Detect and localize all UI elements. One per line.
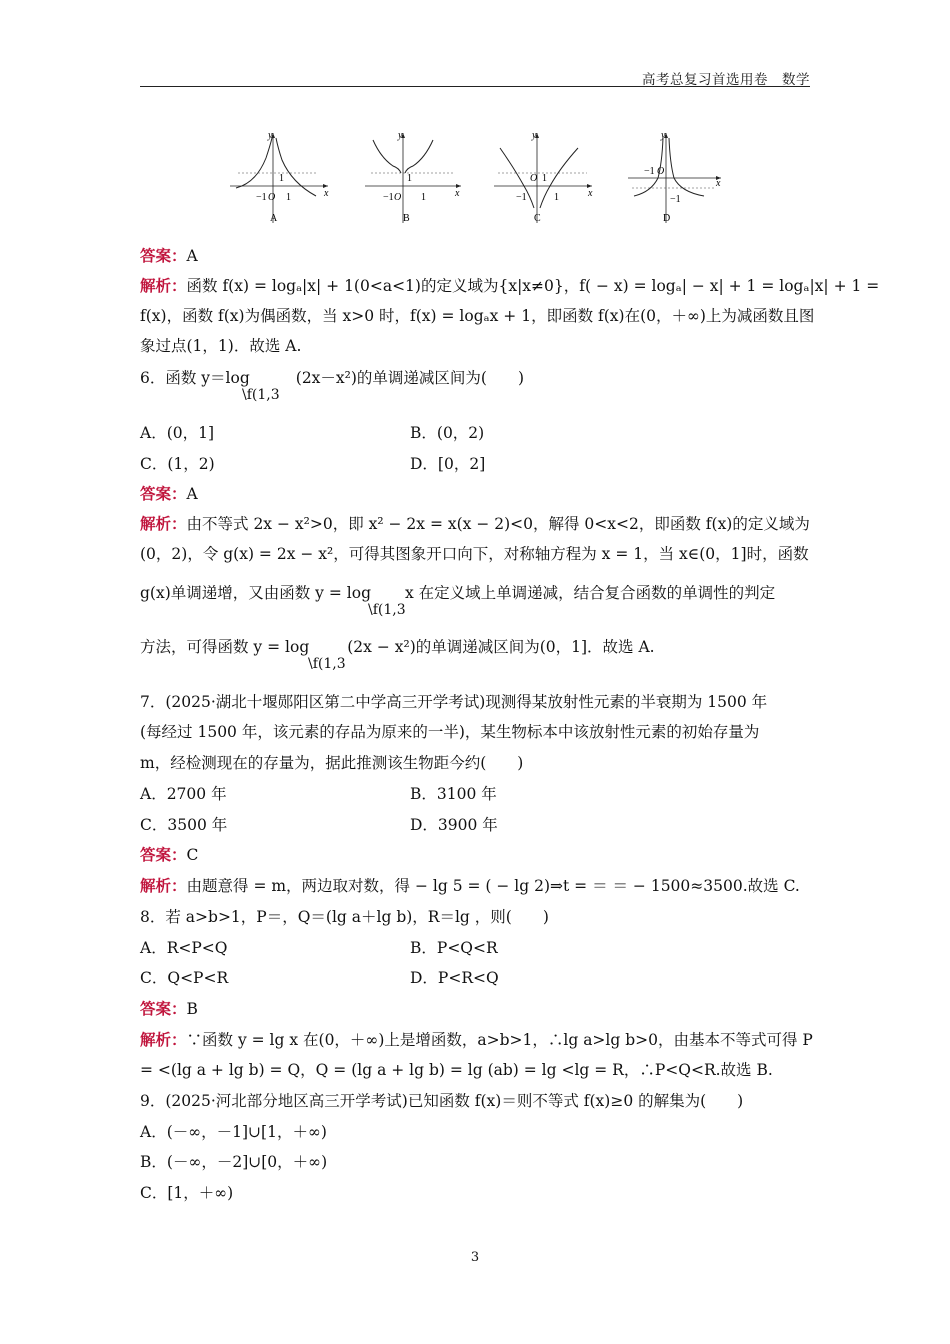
q6-answer: 答案：A <box>140 484 198 503</box>
q9-option-a: A．(－∞，－1]∪[1，＋∞) <box>140 1123 327 1141</box>
svg-text:O: O <box>530 173 538 184</box>
q9-option-b: B．(－∞，－2]∪[0，＋∞) <box>140 1153 328 1171</box>
svg-text:x: x <box>455 188 460 199</box>
q8-answer: 答案：B <box>140 999 198 1018</box>
q7-option-c: C．3500 年 <box>140 816 228 834</box>
svg-text:1: 1 <box>554 192 559 203</box>
svg-text:x: x <box>716 178 721 189</box>
header-rule <box>140 86 810 87</box>
graph-b <box>363 128 468 232</box>
graph-b-label: B <box>403 213 410 224</box>
q7-option-a: A．2700 年 <box>140 785 227 803</box>
svg-text:−1: −1 <box>670 194 681 205</box>
svg-text:y: y <box>268 130 273 141</box>
q7-stem-line-1: 7．(2025·湖北十堰郧阳区第二中学高三开学考试)现测得某放射性元素的半衰期为 1500 年 <box>140 693 768 711</box>
svg-text:−1: −1 <box>256 192 267 203</box>
svg-text:O: O <box>657 166 665 177</box>
q5-analysis-line-3: 象过点(1，1)．故选 A. <box>140 337 302 355</box>
svg-text:x: x <box>324 188 329 199</box>
q7-answer: 答案：C <box>140 845 199 864</box>
q6-analysis-line-1: 解析：由不等式 2x − x²>0，即 x² − 2x = x(x − 2)<0，解得 0<x<2，即函数 f(x)的定义域为 <box>140 514 810 533</box>
q6-analysis-line-2: (0，2)，令 g(x) = 2x − x²，可得其图象开口向下，对称轴方程为 x = 1，当 x∈(0，1]时，函数 <box>140 545 809 563</box>
q7-analysis: 解析：由题意得 = m，两边取对数，得 − lg 5 = ( − lg 2)⇒t = ＝ ＝ − 1500≈3500.故选 C. <box>140 876 800 895</box>
q6-analysis-base-2: \f(1,3 <box>308 656 346 672</box>
q8-option-a: A．R<P<Q <box>140 939 228 957</box>
svg-text:1: 1 <box>279 173 284 184</box>
svg-text:y: y <box>661 130 666 141</box>
q9-option-c: C．[1，＋∞) <box>140 1184 234 1202</box>
q8-analysis-line-2: = <(lg a + lg b) = Q，Q = (lg a + lg b) = lg (ab) = lg <lg = R，∴P<Q<R.故选 B. <box>140 1061 773 1079</box>
graph-d <box>626 128 731 232</box>
q6-option-a: A．(0，1] <box>140 424 215 442</box>
graph-c-label: C <box>534 213 541 224</box>
page-header: 高考总复习首选用卷 数学 <box>642 72 810 88</box>
q6-stem: 6．函数 y＝log (2x－x²)的单调递减区间为( ) <box>140 369 525 387</box>
q6-option-c: C．(1，2) <box>140 455 215 473</box>
q7-option-b: B．3100 年 <box>410 785 497 803</box>
q6-analysis-line-3: g(x)单调递增，又由函数 y = log x 在定义域上单调递减，结合复合函数的单调性的判定 <box>140 584 776 602</box>
svg-text:O: O <box>268 192 276 203</box>
svg-text:−1: −1 <box>516 192 527 203</box>
svg-text:1: 1 <box>421 192 426 203</box>
graph-d-label: D <box>663 213 671 224</box>
q6-analysis-base-1: \f(1,3 <box>368 602 406 618</box>
q8-analysis-line-1: 解析：∵函数 y = lg x 在(0，＋∞)上是增函数，a>b>1，∴lg a>lg b>0，由基本不等式可得 P <box>140 1030 813 1049</box>
q8-stem: 8．若 a>b>1，P＝，Q＝(lg a＋lg b)，R＝lg ，则( ) <box>140 908 549 926</box>
page-number: 3 <box>470 1250 480 1265</box>
q8-option-d: D．P<R<Q <box>410 969 499 987</box>
q5-analysis-line-1: 解析：函数 f(x) = logₐ|x| + 1(0<a<1)的定义域为{x|x≠0}，f( − x) = logₐ| − x| + 1 = logₐ|x| + 1 = <box>140 276 880 295</box>
q9-stem: 9．(2025·河北部分地区高三开学考试)已知函数 f(x)＝则不等式 f(x)≥0 的解集为( ) <box>140 1092 744 1110</box>
q8-option-c: C．Q<P<R <box>140 969 229 987</box>
q6-log-base: \f(1,3 <box>242 387 280 403</box>
q5-analysis-line-2: f(x)，函数 f(x)为偶函数，当 x>0 时，f(x) = logₐx + 1，即函数 f(x)在(0，＋∞)上为减函数且图 <box>140 307 815 325</box>
q7-stem-line-3: m，经检测现在的存量为，据此推测该生物距今约( ) <box>140 754 524 772</box>
svg-text:y: y <box>532 130 537 141</box>
svg-text:1: 1 <box>407 173 412 184</box>
q8-option-b: B．P<Q<R <box>410 939 498 957</box>
svg-text:y: y <box>398 130 403 141</box>
svg-text:O: O <box>394 192 402 203</box>
q6-option-d: D．[0，2] <box>410 455 486 473</box>
svg-text:−1: −1 <box>644 166 655 177</box>
q7-option-d: D．3900 年 <box>410 816 498 834</box>
graph-a-label: A <box>270 213 278 224</box>
graph-a <box>228 128 333 232</box>
svg-text:1: 1 <box>286 192 291 203</box>
q7-stem-line-2: (每经过 1500 年，该元素的存品为原来的一半)，某生物标本中该放射性元素的初始存量为 <box>140 723 760 741</box>
svg-text:1: 1 <box>542 173 547 184</box>
q5-answer: 答案：A <box>140 246 198 265</box>
graph-c <box>492 128 597 232</box>
svg-text:−1: −1 <box>383 192 394 203</box>
q6-analysis-line-4: 方法，可得函数 y = log (2x − x²)的单调递减区间为(0，1]．故选 A. <box>140 638 655 656</box>
q6-option-b: B．(0，2) <box>410 424 485 442</box>
svg-text:x: x <box>588 188 593 199</box>
